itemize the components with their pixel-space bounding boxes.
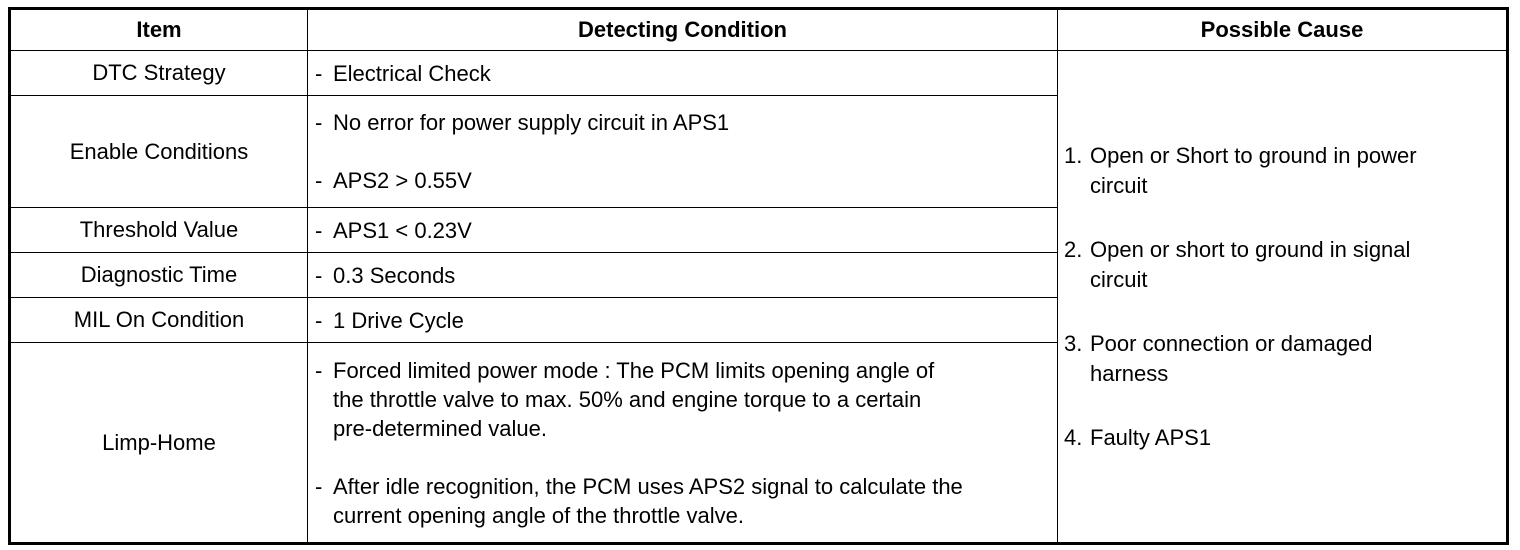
item-dtc-strategy: DTC Strategy <box>10 51 308 96</box>
condition-mil-on-condition <box>308 298 1058 343</box>
cause-item-4 <box>1064 423 1500 453</box>
dash-marker: - <box>315 357 323 383</box>
cause-item-3 <box>1064 329 1500 389</box>
cause-item-1 <box>1064 141 1500 201</box>
dash-marker: - <box>315 262 323 288</box>
possible-cause-cell <box>1058 51 1508 544</box>
condition-diagnostic-time <box>308 253 1058 298</box>
condition-text: After idle recognition, the PCM uses APS2 signal to calculate the <box>333 473 963 499</box>
dash-marker: - <box>315 307 323 333</box>
item-limp-home: Limp-Home <box>10 343 308 544</box>
condition-text: No error for power supply circuit in APS1 <box>333 110 730 135</box>
dash-marker: - <box>315 217 323 243</box>
condition-enable-conditions <box>308 96 1058 208</box>
condition-text: 1 Drive Cycle <box>333 307 464 333</box>
cause-number: 4. <box>1064 424 1083 450</box>
dtc-table-container <box>8 7 1506 540</box>
condition-text: current opening angle of the throttle valve. <box>333 502 744 528</box>
condition-limp-home <box>308 343 1058 544</box>
cause-text: circuit <box>1090 172 1148 198</box>
condition-text: pre-determined value. <box>333 415 548 441</box>
dash-marker: - <box>315 60 323 86</box>
condition-text: the throttle valve to max. 50% and engine torque to a certain <box>333 386 922 412</box>
item-threshold-value: Threshold Value <box>10 208 308 253</box>
cause-text: Open or Short to ground in power <box>1090 142 1417 168</box>
table-row <box>10 51 1508 96</box>
header-row <box>10 9 1508 51</box>
cause-text: Open or short to ground in signal <box>1090 236 1411 262</box>
dash-marker: - <box>315 110 323 135</box>
header-detecting-condition: Detecting Condition <box>308 9 1058 51</box>
condition-text: APS2 > 0.55V <box>333 168 472 193</box>
header-possible-cause: Possible Cause <box>1058 9 1508 51</box>
item-mil-on-condition: MIL On Condition <box>10 298 308 343</box>
cause-number: 1. <box>1064 142 1083 168</box>
cause-text: Faulty APS1 <box>1090 424 1212 450</box>
header-item: Item <box>10 9 308 51</box>
cause-text: Poor connection or damaged <box>1090 330 1373 356</box>
cause-number: 2. <box>1064 236 1083 262</box>
condition-text: 0.3 Seconds <box>333 262 456 288</box>
condition-text: Electrical Check <box>333 60 491 86</box>
condition-text: APS1 < 0.23V <box>333 217 472 243</box>
condition-threshold-value <box>308 208 1058 253</box>
condition-dtc-strategy <box>308 51 1058 96</box>
dash-marker: - <box>315 473 323 499</box>
condition-text: Forced limited power mode : The PCM limits opening angle of <box>333 357 935 383</box>
cause-item-2 <box>1064 235 1500 295</box>
cause-number: 3. <box>1064 330 1083 356</box>
cause-text: circuit <box>1090 266 1148 292</box>
item-enable-conditions: Enable Conditions <box>10 96 308 208</box>
cause-text: harness <box>1090 360 1169 386</box>
dash-marker: - <box>315 168 323 193</box>
dtc-table <box>8 7 1509 545</box>
item-diagnostic-time: Diagnostic Time <box>10 253 308 298</box>
